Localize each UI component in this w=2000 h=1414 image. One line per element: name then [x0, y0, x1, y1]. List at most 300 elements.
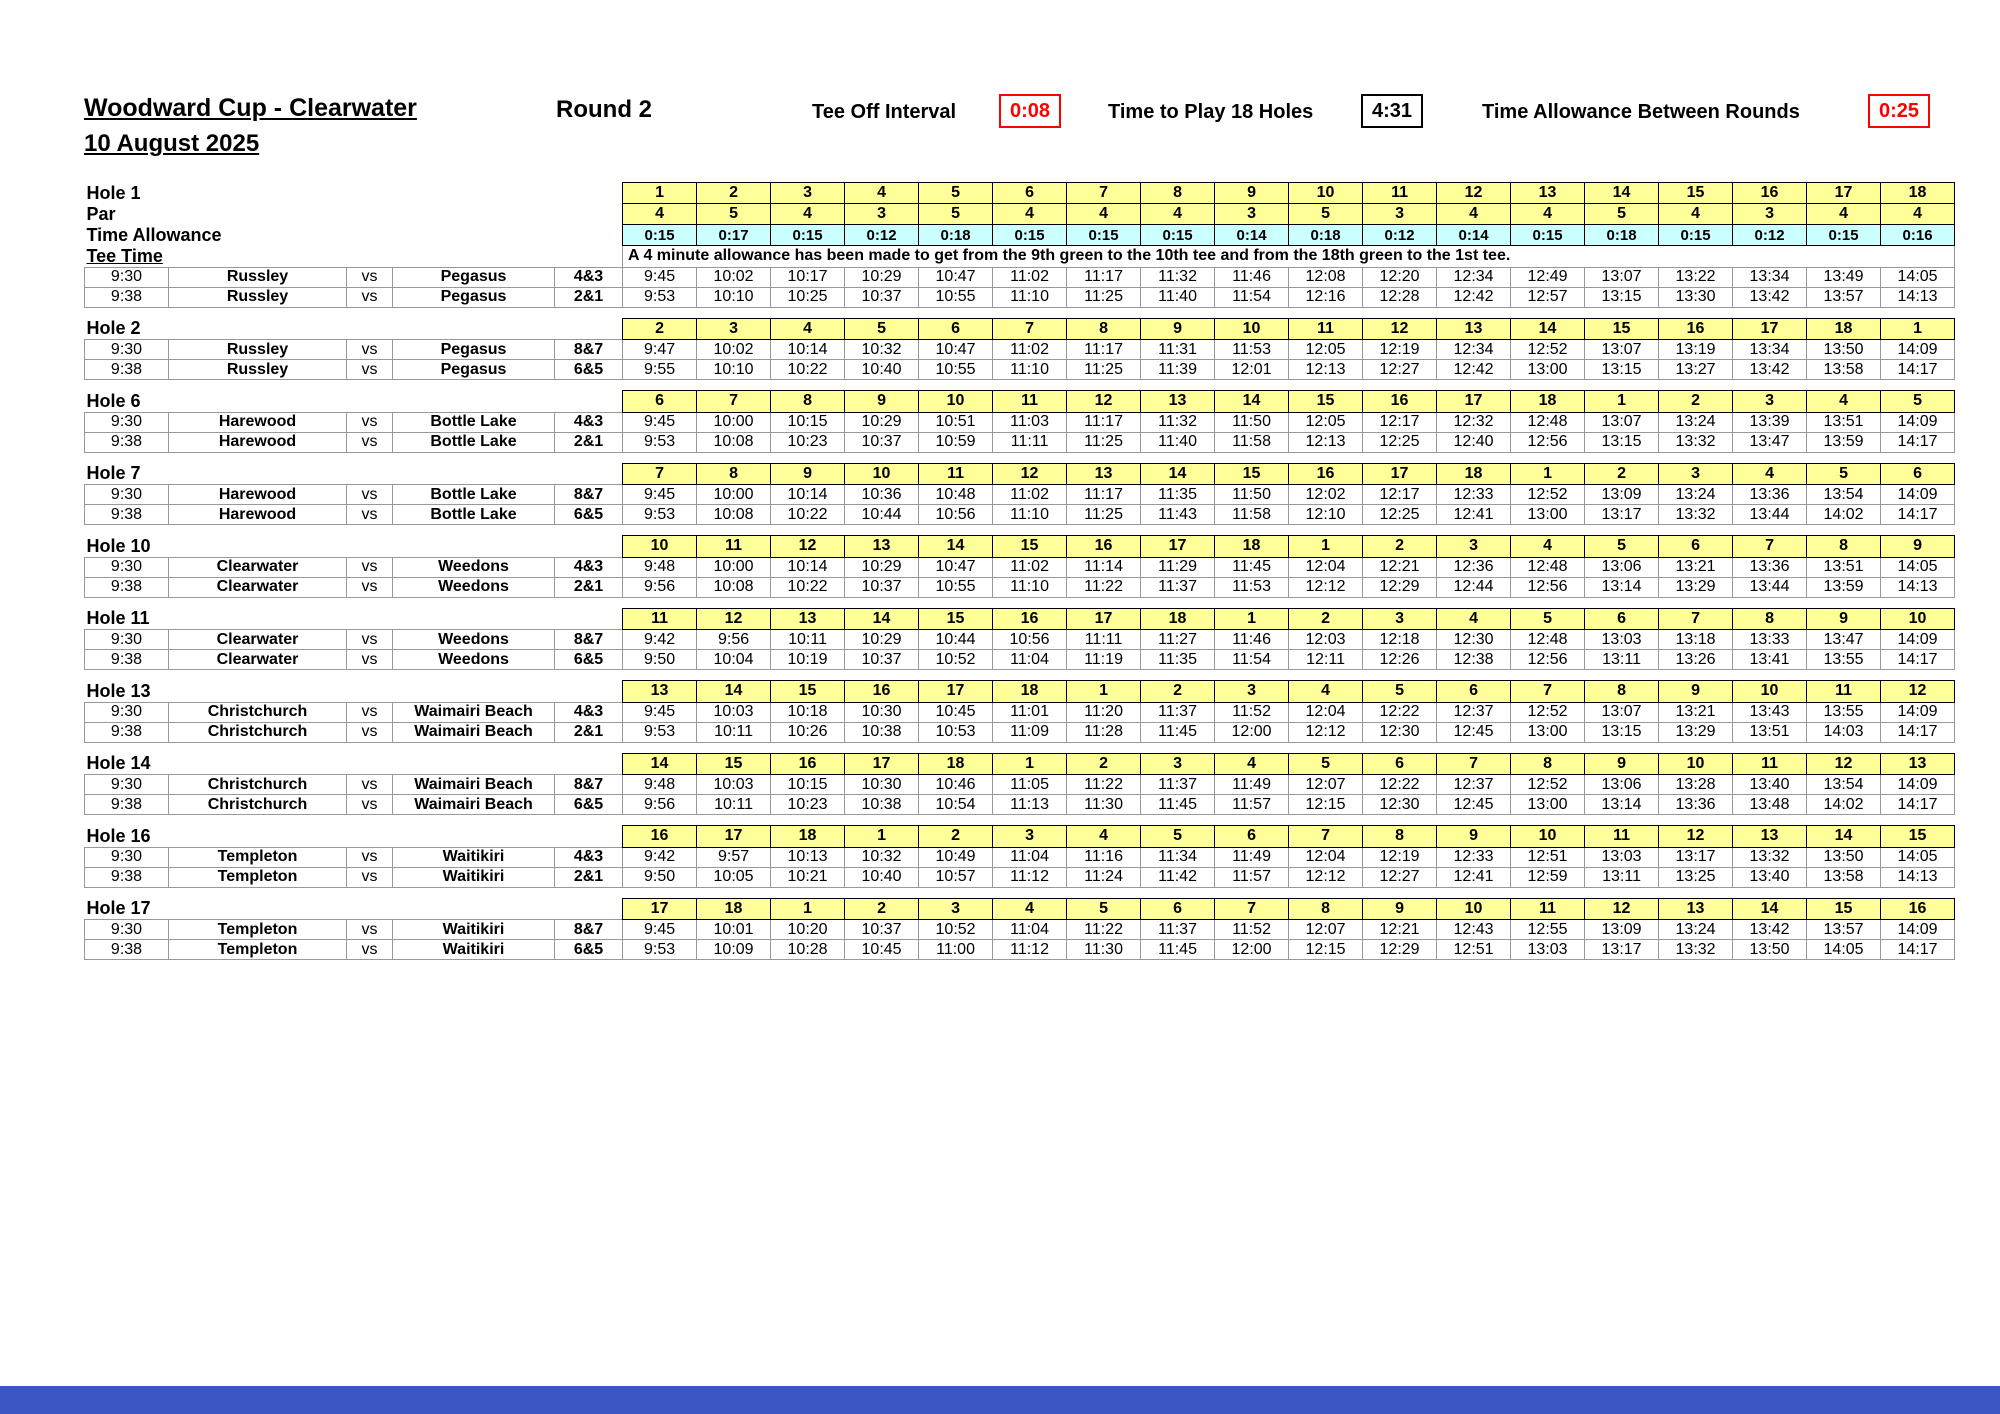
hole-finish-time-cell: 13:44 [1733, 577, 1807, 597]
hole-finish-time-cell: 9:45 [623, 702, 697, 722]
time-allowance-cell: 0:15 [1659, 225, 1733, 246]
match-score-cell: 6&5 [555, 505, 623, 525]
hole-number-cell: 12 [993, 463, 1067, 485]
match-score-cell: 4&3 [555, 412, 623, 432]
vs-cell: vs [347, 920, 393, 940]
hole-finish-time-cell: 14:05 [1881, 267, 1955, 287]
hole-number-cell: 5 [1363, 681, 1437, 703]
hole-finish-time-cell: 11:17 [1067, 340, 1141, 360]
hole-number-cell: 9 [1437, 826, 1511, 848]
hole-finish-time-cell: 10:17 [771, 267, 845, 287]
hole-finish-time-cell: 13:29 [1659, 577, 1733, 597]
hole-finish-time-cell: 10:01 [697, 920, 771, 940]
hole-finish-time-cell: 10:21 [771, 867, 845, 887]
hole-finish-time-cell: 10:11 [697, 795, 771, 815]
hole-finish-time-cell: 11:27 [1141, 630, 1215, 650]
hole-finish-time-cell: 9:53 [623, 940, 697, 960]
tee-time-cell: 9:30 [85, 630, 169, 650]
home-team-cell: Harewood [169, 485, 347, 505]
hole-number-cell: 18 [1807, 318, 1881, 340]
away-team-cell: Waitikiri [393, 847, 555, 867]
hole-finish-time-cell: 13:07 [1585, 412, 1659, 432]
hole-finish-time-cell: 12:08 [1289, 267, 1363, 287]
time-allowance-cell: 0:15 [1807, 225, 1881, 246]
hole-finish-time-cell: 11:17 [1067, 412, 1141, 432]
par-cell: 3 [1363, 204, 1437, 225]
hole-finish-time-cell: 10:46 [919, 775, 993, 795]
hole-finish-time-cell: 13:39 [1733, 412, 1807, 432]
hole-finish-time-cell: 10:15 [771, 775, 845, 795]
away-team-cell: Weedons [393, 630, 555, 650]
hole-finish-time-cell: 13:18 [1659, 630, 1733, 650]
hole-finish-time-cell: 10:48 [919, 485, 993, 505]
hole-finish-time-cell: 14:13 [1881, 867, 1955, 887]
hole-number-cell: 17 [845, 753, 919, 775]
hole-number-cell: 16 [1067, 536, 1141, 558]
par-cell: 5 [697, 204, 771, 225]
hole-number-cell: 14 [697, 681, 771, 703]
hole-finish-time-cell: 12:19 [1363, 847, 1437, 867]
hole-number-cell: 2 [845, 898, 919, 920]
vs-cell: vs [347, 432, 393, 452]
hole-finish-time-cell: 11:04 [993, 920, 1067, 940]
sheet-date: 10 August 2025 [84, 130, 260, 157]
hole-finish-time-cell: 10:14 [771, 557, 845, 577]
hole-finish-time-cell: 10:00 [697, 485, 771, 505]
sheet-header [0, 0, 2000, 182]
hole-finish-time-cell: 10:22 [771, 360, 845, 380]
hole-finish-time-cell: 13:09 [1585, 920, 1659, 940]
hole-number-cell: 1 [1215, 608, 1289, 630]
hole-number-cell: 18 [1215, 536, 1289, 558]
hole-finish-time-cell: 13:07 [1585, 267, 1659, 287]
home-team-cell: Clearwater [169, 557, 347, 577]
hole-finish-time-cell: 10:29 [845, 557, 919, 577]
time-allowance-cell: 0:12 [1733, 225, 1807, 246]
hole-finish-time-cell: 12:02 [1289, 485, 1363, 505]
hole-number-cell: 9 [1363, 898, 1437, 920]
hole-finish-time-cell: 9:50 [623, 650, 697, 670]
match-score-cell: 4&3 [555, 847, 623, 867]
hole-finish-time-cell: 10:13 [771, 847, 845, 867]
hole-finish-time-cell: 13:25 [1659, 867, 1733, 887]
par-cell: 4 [1511, 204, 1585, 225]
hole-number-cell: 5 [1807, 463, 1881, 485]
vs-cell: vs [347, 340, 393, 360]
hole-number-cell: 9 [771, 463, 845, 485]
transfer-allowance-note: A 4 minute allowance has been made to get from the 9th green to the 10th tee and from the 18th green to the 1st tee. [623, 246, 1955, 268]
hole-finish-time-cell: 13:49 [1807, 267, 1881, 287]
hole-number-cell: 10 [1511, 826, 1585, 848]
time-allowance-cell: 0:15 [993, 225, 1067, 246]
tee-time-cell: 9:30 [85, 920, 169, 940]
hole-number-cell: 8 [1363, 826, 1437, 848]
away-team-cell: Waimairi Beach [393, 795, 555, 815]
hole-number-cell: 9 [1807, 608, 1881, 630]
hole-number-cell: 11 [1363, 183, 1437, 204]
hole-number-cell: 4 [1807, 391, 1881, 413]
hole-finish-time-cell: 12:21 [1363, 557, 1437, 577]
hole-finish-time-cell: 10:37 [845, 432, 919, 452]
group-hole-label: Hole 7 [86, 463, 141, 483]
hole-finish-time-cell: 12:37 [1437, 702, 1511, 722]
hole-finish-time-cell: 12:43 [1437, 920, 1511, 940]
hole-finish-time-cell: 10:55 [919, 360, 993, 380]
hole-finish-time-cell: 13:00 [1511, 360, 1585, 380]
tee-time-cell: 9:38 [85, 432, 169, 452]
hole-number-cell: 7 [1289, 826, 1363, 848]
hole-finish-time-cell: 13:33 [1733, 630, 1807, 650]
hole-finish-time-cell: 13:47 [1807, 630, 1881, 650]
hole-finish-time-cell: 13:36 [1659, 795, 1733, 815]
group-hole-label: Hole 11 [86, 608, 150, 628]
hole-finish-time-cell: 11:17 [1067, 485, 1141, 505]
between-rounds-allowance-label: Time Allowance Between Rounds [1482, 101, 1800, 123]
hole-number-cell: 3 [697, 318, 771, 340]
group-spacer [85, 670, 1955, 681]
hole-finish-time-cell: 12:12 [1289, 867, 1363, 887]
hole-finish-time-cell: 12:10 [1289, 505, 1363, 525]
hole-finish-time-cell: 12:34 [1437, 267, 1511, 287]
hole-number-cell: 8 [1585, 681, 1659, 703]
hole-finish-time-cell: 13:40 [1733, 867, 1807, 887]
home-team-cell: Harewood [169, 412, 347, 432]
hole-finish-time-cell: 9:45 [623, 485, 697, 505]
hole-finish-time-cell: 12:27 [1363, 360, 1437, 380]
hole-finish-time-cell: 10:23 [771, 795, 845, 815]
time-allowance-cell: 0:18 [1585, 225, 1659, 246]
hole-number-cell: 12 [1881, 681, 1955, 703]
hole-finish-time-cell: 13:15 [1585, 432, 1659, 452]
away-team-cell: Weedons [393, 577, 555, 597]
hole-number-cell: 2 [623, 318, 697, 340]
hole-finish-time-cell: 14:17 [1881, 722, 1955, 742]
hole-finish-time-cell: 13:03 [1585, 847, 1659, 867]
hole-finish-time-cell: 12:30 [1363, 795, 1437, 815]
hole-finish-time-cell: 10:32 [845, 340, 919, 360]
hole-finish-time-cell: 13:17 [1585, 940, 1659, 960]
away-team-cell: Bottle Lake [393, 412, 555, 432]
hole-finish-time-cell: 12:55 [1511, 920, 1585, 940]
hole-finish-time-cell: 10:59 [919, 432, 993, 452]
hole-finish-time-cell: 11:54 [1215, 650, 1289, 670]
hole-number-cell: 7 [1659, 608, 1733, 630]
hole-finish-time-cell: 11:12 [993, 867, 1067, 887]
hole-finish-time-cell: 13:36 [1733, 557, 1807, 577]
hole-finish-time-cell: 11:10 [993, 360, 1067, 380]
hole-finish-time-cell: 13:59 [1807, 577, 1881, 597]
tee-time-cell: 9:30 [85, 485, 169, 505]
hole-finish-time-cell: 10:04 [697, 650, 771, 670]
time-allowance-cell: 0:12 [1363, 225, 1437, 246]
hole-finish-time-cell: 12:04 [1289, 847, 1363, 867]
hole-number-cell: 6 [1437, 681, 1511, 703]
hole-finish-time-cell: 11:52 [1215, 702, 1289, 722]
hole-number-cell: 16 [1733, 183, 1807, 204]
hole-finish-time-cell: 13:54 [1807, 485, 1881, 505]
hole-finish-time-cell: 11:49 [1215, 847, 1289, 867]
hole-finish-time-cell: 10:52 [919, 650, 993, 670]
hole-row-label: Hole 1 [86, 182, 141, 203]
hole-number-cell: 4 [1437, 608, 1511, 630]
hole-number-cell: 18 [697, 898, 771, 920]
hole-number-cell: 15 [1881, 826, 1955, 848]
hole-finish-time-cell: 13:27 [1659, 360, 1733, 380]
hole-finish-time-cell: 12:27 [1363, 867, 1437, 887]
hole-finish-time-cell: 10:30 [845, 702, 919, 722]
group-spacer [85, 887, 1955, 898]
home-team-cell: Templeton [169, 940, 347, 960]
hole-finish-time-cell: 9:56 [623, 795, 697, 815]
match-score-cell: 8&7 [555, 630, 623, 650]
hole-number-cell: 14 [1215, 391, 1289, 413]
hole-finish-time-cell: 10:53 [919, 722, 993, 742]
hole-finish-time-cell: 11:02 [993, 340, 1067, 360]
time-allowance-cell: 0:17 [697, 225, 771, 246]
hole-finish-time-cell: 13:44 [1733, 505, 1807, 525]
hole-finish-time-cell: 12:48 [1511, 412, 1585, 432]
hole-number-cell: 3 [919, 898, 993, 920]
hole-number-cell: 4 [1215, 753, 1289, 775]
hole-finish-time-cell: 13:00 [1511, 795, 1585, 815]
away-team-cell: Bottle Lake [393, 432, 555, 452]
hole-number-cell: 7 [1215, 898, 1289, 920]
hole-number-cell: 17 [1141, 536, 1215, 558]
hole-number-cell: 7 [697, 391, 771, 413]
hole-finish-time-cell: 10:32 [845, 847, 919, 867]
hole-finish-time-cell: 11:58 [1215, 432, 1289, 452]
hole-number-cell: 6 [1363, 753, 1437, 775]
hole-finish-time-cell: 10:00 [697, 412, 771, 432]
tee-time-cell: 9:38 [85, 795, 169, 815]
time-allowance-cell: 0:15 [1141, 225, 1215, 246]
hole-finish-time-cell: 10:22 [771, 577, 845, 597]
away-team-cell: Weedons [393, 557, 555, 577]
hole-finish-time-cell: 12:57 [1511, 287, 1585, 307]
hole-finish-time-cell: 12:01 [1215, 360, 1289, 380]
group-hole-label: Hole 13 [86, 680, 151, 701]
hole-finish-time-cell: 10:52 [919, 920, 993, 940]
hole-number-cell: 1 [771, 898, 845, 920]
hole-number-cell: 5 [1289, 753, 1363, 775]
hole-finish-time-cell: 14:09 [1881, 412, 1955, 432]
hole-finish-time-cell: 12:07 [1289, 920, 1363, 940]
hole-number-cell: 15 [1807, 898, 1881, 920]
match-score-cell: 2&1 [555, 432, 623, 452]
hole-finish-time-cell: 14:17 [1881, 650, 1955, 670]
hole-number-cell: 15 [771, 681, 845, 703]
away-team-cell: Pegasus [393, 267, 555, 287]
hole-number-cell: 8 [1511, 753, 1585, 775]
hole-finish-time-cell: 13:55 [1807, 650, 1881, 670]
hole-finish-time-cell: 9:50 [623, 867, 697, 887]
hole-finish-time-cell: 13:59 [1807, 432, 1881, 452]
hole-finish-time-cell: 13:24 [1659, 412, 1733, 432]
hole-number-cell: 3 [993, 826, 1067, 848]
hole-number-cell: 1 [1511, 463, 1585, 485]
hole-number-cell: 11 [1733, 753, 1807, 775]
hole-finish-time-cell: 13:48 [1733, 795, 1807, 815]
hole-finish-time-cell: 13:09 [1585, 485, 1659, 505]
hole-finish-time-cell: 10:49 [919, 847, 993, 867]
hole-finish-time-cell: 12:45 [1437, 722, 1511, 742]
hole-finish-time-cell: 10:11 [771, 630, 845, 650]
hole-number-cell: 8 [1141, 183, 1215, 204]
hole-finish-time-cell: 10:40 [845, 360, 919, 380]
hole-finish-time-cell: 10:29 [845, 412, 919, 432]
vs-cell: vs [347, 485, 393, 505]
group-hole-label: Hole 10 [86, 535, 151, 556]
hole-number-cell: 5 [845, 318, 919, 340]
hole-number-cell: 2 [1659, 391, 1733, 413]
hole-finish-time-cell: 11:13 [993, 795, 1067, 815]
tee-time-table-body [85, 183, 1955, 960]
hole-finish-time-cell: 11:22 [1067, 775, 1141, 795]
hole-number-cell: 12 [1437, 183, 1511, 204]
hole-finish-time-cell: 12:44 [1437, 577, 1511, 597]
hole-number-cell: 3 [1215, 681, 1289, 703]
hole-finish-time-cell: 11:50 [1215, 485, 1289, 505]
hole-number-cell: 1 [1585, 391, 1659, 413]
hole-finish-time-cell: 14:17 [1881, 795, 1955, 815]
hole-number-cell: 18 [993, 681, 1067, 703]
hole-number-cell: 10 [1437, 898, 1511, 920]
hole-number-cell: 3 [771, 183, 845, 204]
hole-number-cell: 14 [1807, 826, 1881, 848]
hole-number-cell: 12 [1363, 318, 1437, 340]
match-score-cell: 6&5 [555, 650, 623, 670]
hole-finish-time-cell: 11:37 [1141, 775, 1215, 795]
hole-number-cell: 7 [993, 318, 1067, 340]
away-team-cell: Waimairi Beach [393, 775, 555, 795]
hole-number-cell: 11 [993, 391, 1067, 413]
hole-number-cell: 13 [1733, 826, 1807, 848]
hole-number-cell: 8 [771, 391, 845, 413]
hole-finish-time-cell: 14:13 [1881, 577, 1955, 597]
hole-finish-time-cell: 11:16 [1067, 847, 1141, 867]
hole-finish-time-cell: 9:48 [623, 775, 697, 795]
hole-finish-time-cell: 13:21 [1659, 557, 1733, 577]
match-score-cell: 2&1 [555, 287, 623, 307]
hole-finish-time-cell: 11:45 [1141, 722, 1215, 742]
hole-finish-time-cell: 13:51 [1807, 557, 1881, 577]
hole-finish-time-cell: 11:04 [993, 650, 1067, 670]
tee-time-cell: 9:38 [85, 360, 169, 380]
hole-number-cell: 10 [1733, 681, 1807, 703]
vs-cell: vs [347, 505, 393, 525]
tee-time-cell: 9:38 [85, 867, 169, 887]
hole-finish-time-cell: 12:34 [1437, 340, 1511, 360]
hole-finish-time-cell: 12:30 [1363, 722, 1437, 742]
hole-finish-time-cell: 13:57 [1807, 287, 1881, 307]
hole-finish-time-cell: 11:10 [993, 577, 1067, 597]
hole-finish-time-cell: 13:00 [1511, 505, 1585, 525]
home-team-cell: Christchurch [169, 795, 347, 815]
hole-finish-time-cell: 9:45 [623, 267, 697, 287]
hole-finish-time-cell: 11:01 [993, 702, 1067, 722]
group-spacer [85, 380, 1955, 391]
hole-number-cell: 18 [1141, 608, 1215, 630]
hole-finish-time-cell: 11:10 [993, 505, 1067, 525]
hole-finish-time-cell: 11:45 [1215, 557, 1289, 577]
hole-finish-time-cell: 10:09 [697, 940, 771, 960]
match-score-cell: 4&3 [555, 557, 623, 577]
hole-number-cell: 11 [697, 536, 771, 558]
time-to-play-label: Time to Play 18 Holes [1108, 101, 1314, 123]
hole-number-cell: 17 [1807, 183, 1881, 204]
hole-number-cell: 4 [1733, 463, 1807, 485]
hole-number-cell: 12 [1067, 391, 1141, 413]
hole-finish-time-cell: 13:22 [1659, 267, 1733, 287]
hole-finish-time-cell: 11:52 [1215, 920, 1289, 940]
hole-finish-time-cell: 12:52 [1511, 775, 1585, 795]
vs-cell: vs [347, 775, 393, 795]
hole-number-cell: 3 [1659, 463, 1733, 485]
hole-number-cell: 13 [623, 681, 697, 703]
hole-number-cell: 2 [1585, 463, 1659, 485]
hole-finish-time-cell: 13:06 [1585, 557, 1659, 577]
hole-finish-time-cell: 12:16 [1289, 287, 1363, 307]
hole-number-cell: 4 [1289, 681, 1363, 703]
hole-number-cell: 14 [623, 753, 697, 775]
tee-time-column-label: Tee Time [86, 245, 163, 266]
hole-number-cell: 16 [771, 753, 845, 775]
group-hole-label: Hole 6 [86, 390, 141, 411]
hole-number-cell: 10 [1215, 318, 1289, 340]
hole-finish-time-cell: 10:02 [697, 267, 771, 287]
hole-finish-time-cell: 13:28 [1659, 775, 1733, 795]
par-cell: 4 [993, 204, 1067, 225]
hole-finish-time-cell: 10:11 [697, 722, 771, 742]
hole-finish-time-cell: 13:47 [1733, 432, 1807, 452]
hole-finish-time-cell: 12:11 [1289, 650, 1363, 670]
hole-finish-time-cell: 12:33 [1437, 485, 1511, 505]
hole-number-cell: 15 [919, 608, 993, 630]
hole-finish-time-cell: 10:02 [697, 340, 771, 360]
hole-finish-time-cell: 12:25 [1363, 432, 1437, 452]
hole-finish-time-cell: 12:07 [1289, 775, 1363, 795]
tee-time-cell: 9:30 [85, 775, 169, 795]
hole-finish-time-cell: 12:03 [1289, 630, 1363, 650]
hole-number-cell: 12 [1585, 898, 1659, 920]
hole-number-cell: 1 [845, 826, 919, 848]
hole-finish-time-cell: 10:14 [771, 340, 845, 360]
hole-number-cell: 13 [1067, 463, 1141, 485]
hole-finish-time-cell: 13:14 [1585, 795, 1659, 815]
hole-number-cell: 10 [919, 391, 993, 413]
par-cell: 5 [919, 204, 993, 225]
hole-finish-time-cell: 12:13 [1289, 432, 1363, 452]
vs-cell: vs [347, 847, 393, 867]
hole-finish-time-cell: 11:25 [1067, 505, 1141, 525]
group-spacer [85, 525, 1955, 536]
hole-number-cell: 9 [1659, 681, 1733, 703]
hole-finish-time-cell: 11:58 [1215, 505, 1289, 525]
hole-finish-time-cell: 13:58 [1807, 360, 1881, 380]
between-rounds-allowance-value: 0:25 [1868, 94, 1930, 128]
hole-number-cell: 9 [845, 391, 919, 413]
hole-number-cell: 12 [1659, 826, 1733, 848]
hole-finish-time-cell: 13:42 [1733, 360, 1807, 380]
tee-time-cell: 9:38 [85, 650, 169, 670]
vs-cell: vs [347, 722, 393, 742]
hole-finish-time-cell: 14:13 [1881, 287, 1955, 307]
hole-finish-time-cell: 11:45 [1141, 940, 1215, 960]
hole-number-cell: 13 [845, 536, 919, 558]
match-score-cell: 6&5 [555, 360, 623, 380]
hole-finish-time-cell: 11:42 [1141, 867, 1215, 887]
hole-number-cell: 3 [1437, 536, 1511, 558]
